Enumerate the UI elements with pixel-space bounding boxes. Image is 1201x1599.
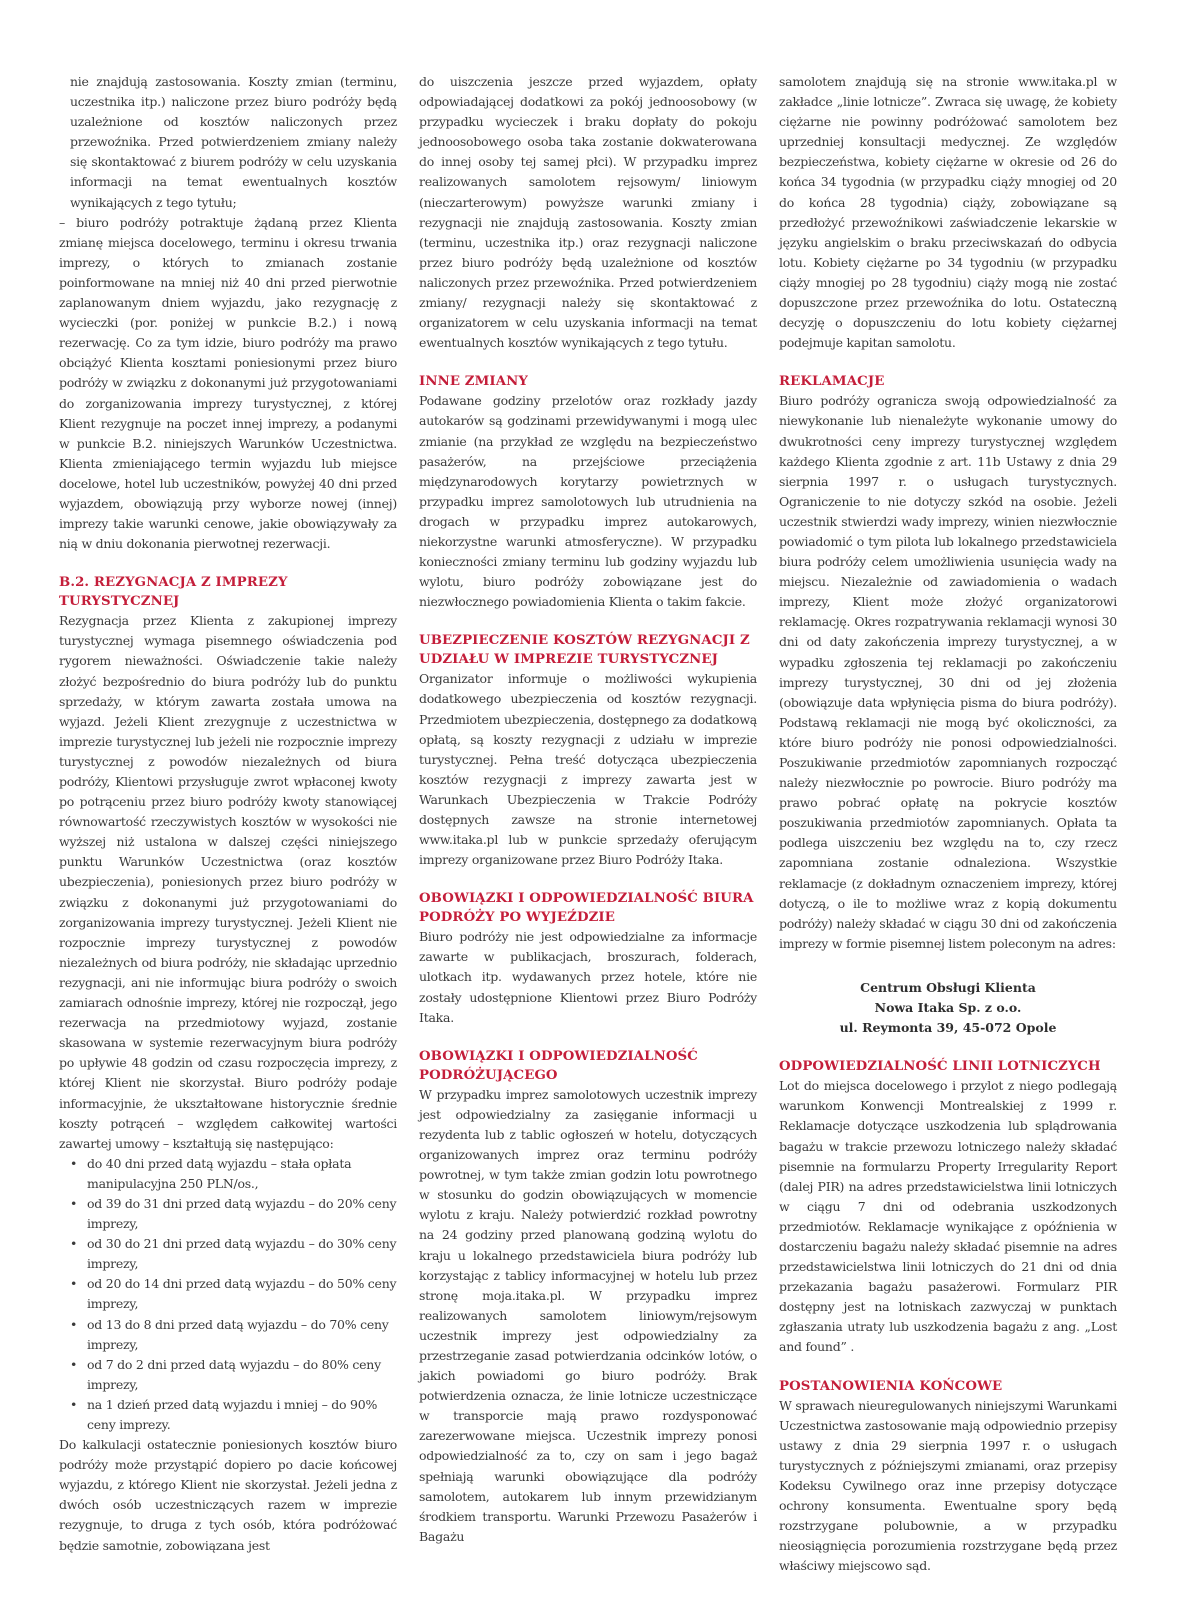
bullet-icon: • (70, 1236, 78, 1252)
bullet-icon: • (70, 1316, 78, 1332)
traveller-duties-heading: OBOWIĄZKI I ODPOWIEDZIALNOŚĆ PODRÓŻUJĄCEGO (419, 1048, 698, 1083)
agency-duties-paragraph: Biuro podróży nie jest odpowiedzialne za informacje zawarte w publikacjach, broszurach, folderach, ulotkach itp. wydawanych przez hotele, które nie zostały udostępnione Klientowi przez Biuro Podróży Itaka. (419, 929, 757, 1025)
fee-list-item: • od 39 do 31 dni przed datą wyjazdu – do 20% ceny imprezy, (70, 1195, 397, 1232)
insurance-paragraph: Organizator informuje o możliwości wykupienia dodatkowego ubezpieczenia od kosztów rezygnacji. Przedmiotem ubezpieczenia, dostępnego za dodatkową opłatą, są koszty rezygnacji z udziału w imprezie turystycznej. Pełna treść dotycząca ubezpieczenia kosztów rezygnacji z imprezy zawarta jest w Warunkach Ubezpieczenia w Trakcie Podróży dostępnych zawsze na stronie internetowej www.itaka.pl lub w punkcie sprzedaży oferującym imprezy organizowane przez Biuro Podróży Itaka. (419, 671, 757, 868)
customer-service-address (779, 978, 1117, 1038)
fee-list-item: • na 1 dzień przed datą wyjazdu i mniej – do 90% ceny imprezy. (70, 1396, 378, 1432)
address-line: ul. Reymonta 39, 45-072 Opole (839, 1020, 1057, 1036)
fee-list-item: • od 7 do 2 dni przed datą wyjazdu – do 80% ceny imprezy, (70, 1356, 381, 1392)
left-intro-paragraph: nie znajdują zastosowania. Koszty zmian (terminu, uczestnika itp.) naliczone przez biuro podróży będą uzależnione od kosztów naliczonych przez przewoźnika. Przed potwierdzeniem zmiany należy się skontaktować z biurem podróży w celu uzyskania informacji na temat ewentualnych kosztów wynikających z tego tytułu; (70, 74, 397, 210)
other-changes-paragraph: Podawane godziny przelotów oraz rozkłady jazdy autokarów są godzinami przewidywanymi i mogą ulec zmianie (na przykład ze względu na bezpieczeństwo pasażerów, na przejściowe przeciążenia międzynarodowych korytarzy powietrznych w przypadku imprez samolotowych lub utrudnienia na drogach w przypadku imprez autokarowych, niekorzystne warunki atmosferyczne). W przypadku konieczności zmiany terminu lub godziny wyjazdu lub wylotu, biuro podróży zobowiązane jest do niezwłocznego powiadomienia Klienta o takim fakcie. (419, 393, 757, 610)
fee-list-item: • do 40 dni przed datą wyjazdu – stała opłata manipulacyjna 250 PLN/os., (70, 1155, 352, 1191)
right-intro-paragraph: samolotem znajdują się na stronie www.itaka.pl w zakładce „linie lotnicze”. Zwraca się uwagę, że kobiety ciężarne nie powinny podróżować samolotem bez uprzedniej konsultacji medycznej. Ze względów bezpieczeństwa, kobiety ciężarne w okresie od 26 do końca 34 tygodnia (w przypadku ciąży mnogiej od 20 do końca 28 tygodnia) ciąży, zobowiązane są przedłożyć przewoźnikowi zaświadczenie lekarskie w języku angielskim o braku przeciwskazań do odbycia lotu. Kobiety ciężarne po 34 tygodniu (w przypadku ciąży mnogiej po 28 tygodniu) ciąży mogą nie zostać dopuszczone przez przewoźnika do lotu. Ostateczną decyzję o dopuszczeniu do lotu kobiety ciężarnej podejmuje kapitan samolotu. (779, 74, 1117, 351)
change-rules-dash-item: – biuro podróży potraktuje żądaną przez Klienta zmianę miejsca docelowego, terminu i okresu trwania imprezy, o których to zmianach zostanie poinformowane na mniej niż 40 dni przed pierwotnie zaplanowanym dniem wyjazdu, jako rezygnację z wycieczki (por. poniżej w punkcie B.2.) i nową rezerwację. Co za tym idzie, biuro podróży ma prawo obciążyć Klienta kosztami poniesionymi przez biuro podróży w związku z dokonanymi już przygotowaniami do zorganizowania imprezy turystycznej, z której Klient rezygnuje na poczet innej imprezy, a podanymi w punkcie B.2. niniejszych Warunków Uczestnictwa. Klienta zmieniającego termin wyjazdu lub miejsce docelowe, hotel lub uczestników, powyżej 40 dni przed wyjazdem, obowiązują przy wyborze nowej (innej) imprezy takie warunki cenowe, jakie obowiązywały za nią w dniu dokonania pierwotnej rezerwacji. (59, 214, 397, 552)
bullet-icon: • (70, 1276, 78, 1292)
agency-duties-heading: OBOWIĄZKI I ODPOWIEDZIALNOŚĆ BIURA PODRÓŻY PO WYJEŹDZIE (419, 891, 754, 926)
cancellation-heading: B.2. REZYGNACJA Z IMPREZY TURYSTYCZNEJ (59, 575, 288, 610)
middle-column (419, 72, 757, 1599)
bullet-icon: • (70, 1396, 78, 1412)
bullet-icon: • (70, 1155, 78, 1171)
complaints-paragraph: Biuro podróży ogranicza swoją odpowiedzialność za niewykonanie lub nienależyte wykonanie umowy do dwukrotności ceny imprezy turystycznej względem każdego Klienta zgodnie z art. 11b Ustawy z dnia 29 sierpnia 1997 r. o usługach turystycznych. Ograniczenie to nie dotyczy szkód na osobie. Jeżeli uczestnik stwierdzi wady imprezy, winien niezwłocznie powiadomić o tym pilota lub lokalnego przedstawiciela biura podróży celem umożliwienia usunięcia wady na miejscu. Niezależnie od zawiadomienia o wadach imprezy, Klient może złożyć organizatorowi reklamację. Okres rozpatrywania reklamacji wynosi 30 dni od daty zakończenia imprezy turystycznej, a w wypadku zgłoszenia tej reklamacji po zakończeniu imprezy turystycznej, 30 dni od jej złożenia (obowiązuje data wpłynięcia pisma do biura podróży). Podstawą reklamacji nie mogą być okoliczności, za które biuro podróży nie ponosi odpowiedzialności. Poszukiwanie przedmiotów zapomnianych rozpocząć należy niezwłocznie po powrocie. Biuro podróży ma prawo pobrać opłatę na pokrycie kosztów poszukiwania przedmiotów zapomnianych. Opłata ta podlega uiszczeniu bez względu na to, czy rzecz zapomniana zostanie odnaleziona. Wszystkie reklamacje (z dokładnym oznaczeniem imprezy, której dotyczą, o ile to możliwe wraz z kopią dokumentu podróży) należy składać w ciągu 30 dni od zakończenia imprezy w formie pisemnej listem poleconym na adres: (779, 393, 1117, 951)
airlines-paragraph: Lot do miejsca docelowego i przylot z niego podlegają warunkom Konwencji Montrealskiej z 1999 r. Reklamacje dotyczące uszkodzenia lub splądrowania bagażu w trakcie przewozu lotniczego należy składać pisemnie na formularzu Property Irregularity Report (dalej PIR) na adres przedstawicielstwa linii lotniczych w ciągu 7 dni od odebrania uszkodzonych przedmiotów. Reklamacje wynikające z opóźnienia w dostarczeniu bagażu należy składać pisemnie na adres przedstawicielstwa linii lotniczych do 21 dni od dnia przekazania bagażu pasażerowi. Formularz PIR dostępny jest na lotniskach zazwyczaj w punktach zgłaszania utraty lub uszkodzenia bagażu z ang. „Lost and found” . (779, 1078, 1117, 1355)
address-line: Nowa Itaka Sp. z o.o. (874, 1000, 1022, 1016)
address-line: Centrum Obsługi Klienta (860, 979, 1036, 995)
complaints-heading: REKLAMACJE (779, 374, 885, 390)
left-column (59, 72, 397, 1599)
cancellation-paragraph: Rezygnacja przez Klienta z zakupionej imprezy turystycznej wymaga pisemnego oświadczenia pod rygorem nieważności. Oświadczenie takie należy złożyć bezpośrednio do biura podróży lub do punktu sprzedaży, w którym zawarta została umowa na wyjazd. Jeżeli Klient zrezygnuje z uczestnictwa w imprezie turystycznej lub jeżeli nie rozpocznie imprezy turystycznej z powodów niezależnych od biura podróży, Klientowi przysługuje zwrot wpłaconej kwoty po potrąceniu przez biuro podróży kwoty stanowiącej równowartość rzeczywistych kosztów w wysokości nie wyższej niż ustalona w dalszej części niniejszego punktu Warunków Uczestnictwa (oraz kosztów ubezpieczenia), poniesionych przez biuro podróży w związku z dokonanymi już przygotowaniami do zorganizowania imprezy turystycznej. Jeżeli Klient nie rozpocznie imprezy turystycznej z powodów niezależnych od biura podróży, nie składając uprzednio rezygnacji, ani nie informując biura podróży o swoich zamiarach odnośnie imprezy, której nie rozpoczął, jego rezerwacja na przedmiotowy wyjazd, zostanie skasowana w systemie rezerwacyjnym biura podróży po upływie 48 godzin od czasu rozpoczęcia imprezy, z której Klient nie skorzystał. Biuro podróży podaje informacyjnie, że ukształtowane historycznie średnie koszty potrąceń – względem całkowitej wartości zawartej umowy – kształtują się następująco: (59, 613, 397, 1151)
cancellation-fee-list (59, 1154, 397, 1435)
final-provisions-heading: POSTANOWIENIA KOŃCOWE (779, 1378, 1003, 1394)
final-provisions-paragraph: W sprawach nieuregulowanych niniejszymi Warunkami Uczestnictwa zastosowanie mają odpowiednio przepisy ustawy z dnia 29 sierpnia 1997 r. o usługach turystycznych z późniejszymi zmianami, oraz przepisy Kodeksu Cywilnego oraz inne przepisy dotyczące ochrony konsumenta. Ewentualne spory będą rozstrzygane polubownie, a w przypadku nieosiągnięcia porozumienia rozstrzygane będą przez właściwy miejscowo sąd. (779, 1397, 1117, 1574)
fee-list-item: • od 20 do 14 dni przed datą wyjazdu – do 50% ceny imprezy, (70, 1276, 397, 1312)
fee-list-item: • od 13 do 8 dni przed datą wyjazdu – do 70% ceny imprezy, (70, 1316, 389, 1352)
other-changes-heading: INNE ZMIANY (419, 374, 529, 390)
traveller-duties-paragraph: W przypadku imprez samolotowych uczestnik imprezy jest odpowiedzialny za zasięganie informacji u rezydenta lub z tablic ogłoszeń w hotelu, dotyczących organizowanych imprez oraz terminu podróży powrotnej, w tym także zmian godzin lotu powrotnego w stosunku do godzin obowiązujących w momencie wylotu z kraju. Należy potwierdzić rozkład powrotny na 24 godziny przed planowaną godziną wylotu do kraju u lokalnego przedstawiciela biura podróży lub korzystając z tablicy informacyjnej w hotelu lub przez stronę moja.itaka.pl. W przypadku imprez realizowanych samolotem liniowym/rejsowym uczestnik imprezy jest odpowiedzialny za przestrzeganie zasad potwierdzania odcinków lotów, o jakich powiadomi go biuro podróży. Brak potwierdzenia oznacza, że linie lotnicze uczestniczące w transporcie mają prawo rozdysponować zarezerwowane miejsca. Uczestnik imprezy ponosi odpowiedzialność za to, czy on sam i jego bagaż spełniają warunki obowiązujące dla podróży samolotem, autokarem lub innym przewidzianym środkiem transportu. Warunki Przewozu Pasażerów i Bagażu (419, 1086, 757, 1544)
bullet-icon: • (70, 1195, 78, 1211)
airlines-heading: ODPOWIEDZIALNOŚĆ LINII LOTNICZYCH (779, 1059, 1101, 1075)
right-column (779, 72, 1117, 1599)
cost-calculation-paragraph: Do kalkulacji ostatecznie poniesionych kosztów biuro podróży może przystąpić dopiero po dacie końcowej wyjazdu, z którego Klient nie skorzystał. Jeżeli jedna z dwóch osób uczestniczących razem w imprezie rezygnuje, to druga z tych osób, która podróżować będzie samotnie, zobowiązana jest (59, 1437, 397, 1553)
middle-intro-paragraph: do uiszczenia jeszcze przed wyjazdem, opłaty odpowiadającej dodatkowi za pokój jednoosobowy (w przypadku wycieczek i braku dopłaty do pokoju jednoosobowego osoba taka zostanie dokwaterowana do innej osoby tej samej płci). W przypadku imprez realizowanych samolotem rejsowym/ liniowym (nieczarterowym) powyższe warunki zmiany i rezygnacji nie znajdują zastosowania. Koszty zmian (terminu, uczestnika itp.) oraz rezygnacji naliczone przez biuro podróży będą uzależnione od kosztów naliczonych przez przewoźnika. Przed potwierdzeniem zmiany/ rezygnacji należy się skontaktować z organizatorem w celu uzyskania informacji na temat ewentualnych kosztów wynikających z tego tytułu. (419, 74, 757, 351)
fee-list-item: • od 30 do 21 dni przed datą wyjazdu – do 30% ceny imprezy, (70, 1236, 397, 1272)
bullet-icon: • (70, 1356, 78, 1372)
insurance-heading: UBEZPIECZENIE KOSZTÓW REZYGNACJI Z UDZIAŁU W IMPREZIE TURYSTYCZNEJ (419, 633, 750, 668)
